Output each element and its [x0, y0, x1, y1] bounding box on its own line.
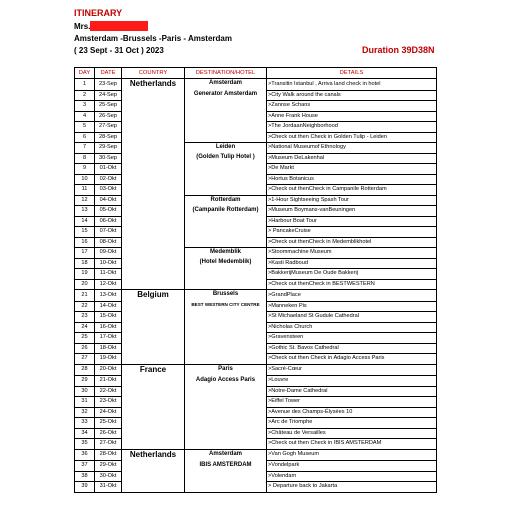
detail-cell: >Hortus Botanicus	[267, 174, 437, 185]
destination-cell	[185, 101, 267, 112]
detail-cell: >Gothic St. Bavos Cathedral	[267, 343, 437, 354]
date-cell: 31-Okt	[95, 482, 122, 493]
table-row	[75, 397, 437, 408]
day-cell: 12	[75, 195, 95, 206]
detail-cell: >Check out then Check in Adagio Access Paris	[267, 354, 437, 365]
date-cell: 20-Okt	[95, 364, 122, 376]
destination-cell	[185, 143, 267, 154]
country-cell	[122, 132, 185, 143]
destination-cell	[185, 132, 267, 143]
table-row	[75, 79, 437, 91]
country-name: France	[139, 364, 167, 374]
country-cell	[122, 79, 185, 91]
date-cell: 12-Okt	[95, 279, 122, 290]
destination-city: Amsterdam	[208, 450, 242, 457]
country-cell	[122, 227, 185, 238]
day-cell: 10	[75, 174, 95, 185]
table-row	[75, 216, 437, 227]
detail-cell: >Check out thenCheck in Campanile Rotterdam	[267, 185, 437, 196]
day-cell: 20	[75, 279, 95, 290]
destination-cell	[185, 90, 267, 101]
table-row	[75, 301, 437, 312]
itinerary-table	[74, 67, 437, 493]
country-cell	[122, 397, 185, 408]
table-row	[75, 122, 437, 133]
day-cell: 13	[75, 206, 95, 217]
day-cell: 30	[75, 386, 95, 397]
table-row	[75, 269, 437, 280]
table-row	[75, 407, 437, 418]
hotel-name: BEST WESTERN CITY CENTRE	[191, 302, 260, 307]
date-cell: 30-Sep	[95, 153, 122, 164]
country-cell	[122, 407, 185, 418]
table-header-row	[75, 68, 437, 79]
country-cell	[122, 258, 185, 269]
detail-cell: >St Michaeland St Gudule Cathedral	[267, 312, 437, 323]
country-cell	[122, 269, 185, 280]
date-cell: 30-Okt	[95, 471, 122, 482]
destination-cell	[185, 227, 267, 238]
date-cell: 16-Okt	[95, 322, 122, 333]
country-cell	[122, 482, 185, 493]
country-cell	[122, 101, 185, 112]
date-cell: 28-Okt	[95, 449, 122, 461]
detail-cell: >Transitin Istanbul , Arriva land check in hotel	[267, 79, 437, 91]
table-row	[75, 428, 437, 439]
country-cell	[122, 111, 185, 122]
country-cell	[122, 312, 185, 323]
destination-city: Brussels	[212, 291, 239, 297]
table-row	[75, 185, 437, 196]
date-range: ( 23 Sept - 31 Oct ) 2023	[74, 46, 164, 55]
destination-city: Medemblik	[209, 249, 241, 255]
date-cell: 29-Okt	[95, 461, 122, 472]
day-cell: 37	[75, 461, 95, 472]
table-row	[75, 439, 437, 450]
destination-cell	[185, 333, 267, 344]
destination-cell	[185, 301, 267, 312]
day-cell: 4	[75, 111, 95, 122]
hotel-name: (Campanile Rotterdam)	[192, 206, 259, 213]
date-cell: 27-Sep	[95, 122, 122, 133]
day-cell: 15	[75, 227, 95, 238]
destination-cell	[185, 471, 267, 482]
country-cell	[122, 418, 185, 429]
destination-cell	[185, 237, 267, 248]
country-cell	[122, 354, 185, 365]
table-row	[75, 174, 437, 185]
table-row	[75, 132, 437, 143]
header-date: DATE	[95, 68, 122, 79]
date-cell: 07-Okt	[95, 227, 122, 238]
day-cell: 35	[75, 439, 95, 450]
destination-cell	[185, 428, 267, 439]
date-cell: 22-Okt	[95, 386, 122, 397]
detail-cell: >The JordaanNeighborhood	[267, 122, 437, 133]
destination-city: Amsterdam	[208, 80, 242, 86]
date-cell: 09-Okt	[95, 248, 122, 259]
day-cell: 26	[75, 343, 95, 354]
table-row	[75, 143, 437, 154]
country-cell	[122, 461, 185, 472]
day-cell: 29	[75, 376, 95, 387]
table-row	[75, 333, 437, 344]
date-cell: 29-Sep	[95, 143, 122, 154]
day-cell: 32	[75, 407, 95, 418]
country-cell	[122, 153, 185, 164]
header-country: COUNTRY	[122, 68, 185, 79]
detail-cell: >GrandPlace	[267, 290, 437, 302]
redacted-name-block	[90, 21, 148, 31]
day-cell: 7	[75, 143, 95, 154]
detail-cell: >Check out then Check in Golden Tulip - Leiden	[267, 132, 437, 143]
date-cell: 28-Sep	[95, 132, 122, 143]
table-row	[75, 153, 437, 164]
detail-cell: >Zannse Schans	[267, 101, 437, 112]
date-cell: 24-Sep	[95, 90, 122, 101]
day-cell: 18	[75, 258, 95, 269]
table-row	[75, 354, 437, 365]
country-cell	[122, 364, 185, 376]
table-body	[75, 79, 437, 493]
destination-cell	[185, 153, 267, 164]
detail-cell: >Check out thenCheck in Medemblikhotel	[267, 237, 437, 248]
day-cell: 33	[75, 418, 95, 429]
day-cell: 27	[75, 354, 95, 365]
destination-cell	[185, 439, 267, 450]
day-cell: 9	[75, 164, 95, 175]
detail-cell: >Manneken Pis	[267, 301, 437, 312]
date-cell: 19-Okt	[95, 354, 122, 365]
destination-cell	[185, 174, 267, 185]
country-cell	[122, 143, 185, 154]
table-row	[75, 364, 437, 376]
detail-cell: >Check out then Check in IBIS AMSTERDAM	[267, 439, 437, 450]
destination-cell	[185, 216, 267, 227]
date-cell: 17-Okt	[95, 333, 122, 344]
destination-cell	[185, 164, 267, 175]
destination-cell	[185, 111, 267, 122]
destination-cell	[185, 290, 267, 302]
table-row	[75, 227, 437, 238]
table-row	[75, 418, 437, 429]
date-cell: 08-Okt	[95, 237, 122, 248]
hotel-name: Generator Amsterdam	[193, 91, 258, 97]
destination-cell	[185, 449, 267, 461]
date-cell: 23-Okt	[95, 397, 122, 408]
country-cell	[122, 471, 185, 482]
date-cell: 06-Okt	[95, 216, 122, 227]
country-name: Netherlands	[129, 79, 177, 88]
detail-cell: >City Walk around the canals	[267, 90, 437, 101]
table-row	[75, 90, 437, 101]
day-cell: 31	[75, 397, 95, 408]
detail-cell: >Eiffel Tower	[267, 397, 437, 408]
header-destination: DESTINATION/HOTEL	[185, 68, 267, 79]
detail-cell: >BakkerijMuseum De Oude Bakkerij	[267, 269, 437, 280]
hotel-name: (Hotel Medemblik)	[199, 259, 252, 265]
country-cell	[122, 206, 185, 217]
day-cell: 17	[75, 248, 95, 259]
day-cell: 1	[75, 79, 95, 91]
destination-cell	[185, 386, 267, 397]
country-cell	[122, 333, 185, 344]
detail-cell: >Notre-Dame Cathedral	[267, 386, 437, 397]
date-cell: 26-Okt	[95, 428, 122, 439]
country-cell	[122, 164, 185, 175]
detail-cell: >Anne Frank House	[267, 111, 437, 122]
date-cell: 25-Sep	[95, 101, 122, 112]
destination-cell	[185, 269, 267, 280]
duration-label: Duration 39D38N	[362, 45, 435, 55]
date-cell: 26-Sep	[95, 111, 122, 122]
date-cell: 23-Sep	[95, 79, 122, 91]
destination-cell	[185, 397, 267, 408]
detail-cell: >Arc de Triomphe	[267, 418, 437, 429]
destination-cell	[185, 79, 267, 91]
date-cell: 10-Okt	[95, 258, 122, 269]
destination-cell	[185, 376, 267, 387]
detail-cell: >National Museumof Ethnology	[267, 143, 437, 154]
day-cell: 14	[75, 216, 95, 227]
table-row	[75, 343, 437, 354]
table-row	[75, 449, 437, 461]
detail-cell: >Museum Boymans-vanBeuningen	[267, 206, 437, 217]
day-cell: 34	[75, 428, 95, 439]
table-row	[75, 206, 437, 217]
country-cell	[122, 376, 185, 387]
date-cell: 18-Okt	[95, 343, 122, 354]
table-row	[75, 164, 437, 175]
table-row	[75, 386, 437, 397]
table-row	[75, 322, 437, 333]
day-cell: 28	[75, 364, 95, 376]
day-cell: 6	[75, 132, 95, 143]
country-cell	[122, 439, 185, 450]
country-name: Netherlands	[129, 449, 177, 459]
day-cell: 23	[75, 312, 95, 323]
date-cell: 01-Okt	[95, 164, 122, 175]
destination-city: Leiden	[215, 144, 236, 150]
destination-cell	[185, 258, 267, 269]
destination-cell	[185, 354, 267, 365]
detail-cell: >Sacré-Cœur	[267, 364, 437, 376]
country-cell	[122, 301, 185, 312]
detail-cell: >Avenue des Champs-Élysées 10	[267, 407, 437, 418]
day-cell: 5	[75, 122, 95, 133]
table-row	[75, 471, 437, 482]
country-cell	[122, 174, 185, 185]
country-cell	[122, 122, 185, 133]
date-cell: 13-Okt	[95, 290, 122, 302]
day-cell: 25	[75, 333, 95, 344]
destination-cell	[185, 248, 267, 259]
detail-cell: >Van Gogh Museum	[267, 449, 437, 461]
date-cell: 15-Okt	[95, 312, 122, 323]
table-row	[75, 195, 437, 206]
detail-cell: >Volendam	[267, 471, 437, 482]
detail-cell: >Château de Versailles	[267, 428, 437, 439]
detail-cell: >1-Hour Sightseeing Spash Tour	[267, 195, 437, 206]
country-cell	[122, 216, 185, 227]
country-cell	[122, 428, 185, 439]
table-row	[75, 290, 437, 302]
country-cell	[122, 322, 185, 333]
country-cell	[122, 449, 185, 461]
day-cell: 24	[75, 322, 95, 333]
document-title: ITINERARY	[74, 8, 123, 18]
detail-cell: >De Markt	[267, 164, 437, 175]
detail-cell: >Harbour Boat Tour	[267, 216, 437, 227]
day-cell: 36	[75, 449, 95, 461]
destination-cell	[185, 206, 267, 217]
country-cell	[122, 343, 185, 354]
destination-cell	[185, 343, 267, 354]
table-row	[75, 111, 437, 122]
day-cell: 22	[75, 301, 95, 312]
country-cell	[122, 248, 185, 259]
route-line: Amsterdam -Brussels -Paris - Amsterdam	[74, 34, 232, 43]
date-cell: 05-Okt	[95, 206, 122, 217]
detail-cell: >Museum DeLakenhal	[267, 153, 437, 164]
date-cell: 03-Okt	[95, 185, 122, 196]
destination-cell	[185, 312, 267, 323]
destination-cell	[185, 122, 267, 133]
country-cell	[122, 386, 185, 397]
table-row	[75, 248, 437, 259]
destination-city: Paris	[218, 365, 233, 372]
destination-cell	[185, 418, 267, 429]
date-cell: 27-Okt	[95, 439, 122, 450]
destination-cell	[185, 279, 267, 290]
hotel-name: IBIS AMSTERDAM	[199, 461, 252, 468]
table-row	[75, 237, 437, 248]
detail-cell: >Kasti Radboud	[267, 258, 437, 269]
destination-city: Rotterdam	[210, 196, 241, 203]
table-row	[75, 279, 437, 290]
table-row	[75, 376, 437, 387]
table-row	[75, 258, 437, 269]
table-row	[75, 101, 437, 112]
detail-cell: > PancakeCruise	[267, 227, 437, 238]
country-name: Belgium	[137, 290, 169, 299]
table-row	[75, 461, 437, 472]
destination-cell	[185, 185, 267, 196]
detail-cell: >Check out thenCheck in BESTWESTERN	[267, 279, 437, 290]
detail-cell: >Louvre	[267, 376, 437, 387]
destination-cell	[185, 461, 267, 472]
destination-cell	[185, 407, 267, 418]
day-cell: 19	[75, 269, 95, 280]
table-row	[75, 482, 437, 493]
destination-cell	[185, 195, 267, 206]
date-cell: 24-Okt	[95, 407, 122, 418]
country-cell	[122, 237, 185, 248]
hotel-name: Adagio Access Paris	[195, 376, 256, 383]
country-cell	[122, 290, 185, 302]
country-cell	[122, 279, 185, 290]
date-cell: 21-Okt	[95, 376, 122, 387]
day-cell: 38	[75, 471, 95, 482]
destination-cell	[185, 364, 267, 376]
date-cell: 02-Okt	[95, 174, 122, 185]
header-details: DETAILS	[267, 68, 437, 79]
country-cell	[122, 195, 185, 206]
day-cell: 39	[75, 482, 95, 493]
table-row	[75, 312, 437, 323]
detail-cell: >Stoommachine Museum	[267, 248, 437, 259]
country-cell	[122, 90, 185, 101]
hotel-name: (Golden Tulip Hotel )	[196, 154, 255, 160]
traveler-label: Mrs.	[74, 22, 91, 31]
header-day: DAY	[75, 68, 95, 79]
country-cell	[122, 185, 185, 196]
detail-cell: > Departure back to Jakarta	[267, 482, 437, 493]
day-cell: 11	[75, 185, 95, 196]
detail-cell: >Gravensteen	[267, 333, 437, 344]
day-cell: 8	[75, 153, 95, 164]
day-cell: 16	[75, 237, 95, 248]
day-cell: 3	[75, 101, 95, 112]
date-cell: 04-Okt	[95, 195, 122, 206]
date-cell: 11-Okt	[95, 269, 122, 280]
day-cell: 21	[75, 290, 95, 302]
date-cell: 25-Okt	[95, 418, 122, 429]
detail-cell: >Nicholas Church	[267, 322, 437, 333]
date-cell: 14-Okt	[95, 301, 122, 312]
day-cell: 2	[75, 90, 95, 101]
detail-cell: >Vondelpark	[267, 461, 437, 472]
destination-cell	[185, 482, 267, 493]
destination-cell	[185, 322, 267, 333]
